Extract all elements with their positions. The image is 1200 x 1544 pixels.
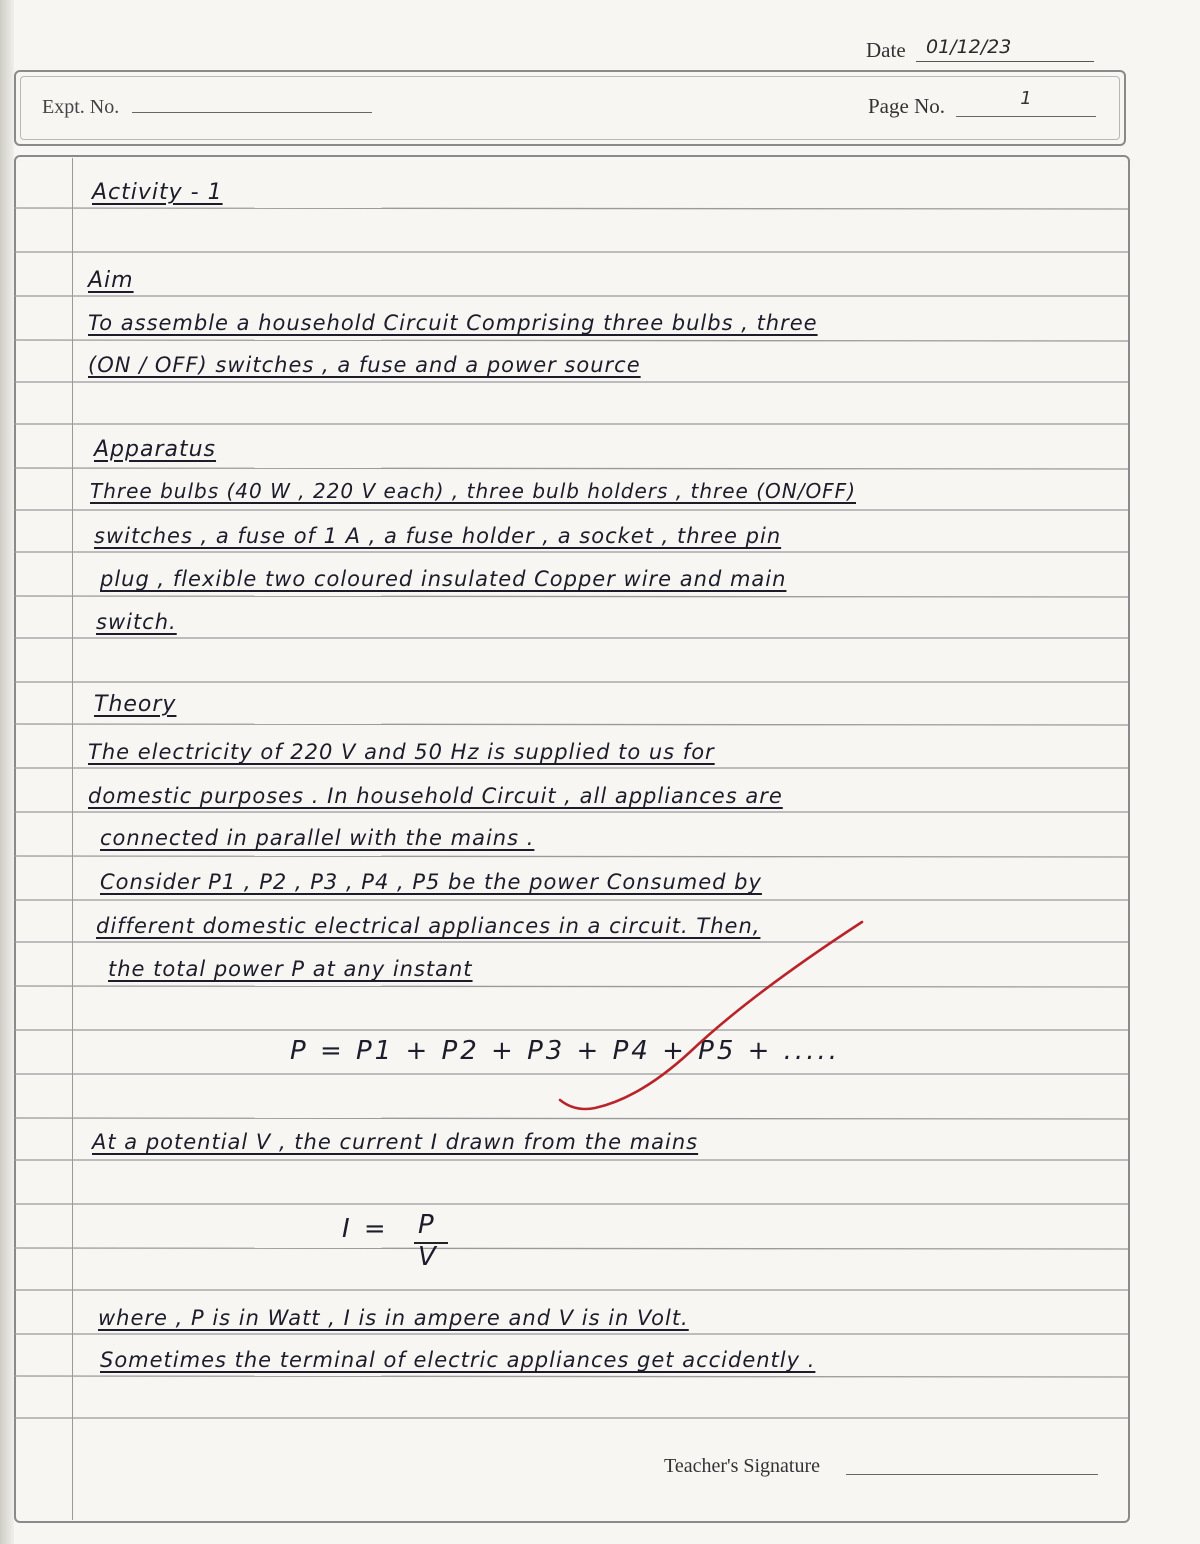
ruled-line <box>14 468 1128 469</box>
theory-text-line-3: connected in parallel with the mains . <box>100 826 535 850</box>
margin-line <box>72 158 73 1520</box>
ruled-line <box>14 208 1128 209</box>
ruled-line <box>14 724 1128 725</box>
apparatus-text-line-1: Three bulbs (40 W , 220 V each) , three bulb holders , three (ON/OFF) <box>90 479 856 503</box>
apparatus-text-line-4: switch. <box>96 610 177 634</box>
date-label: Date <box>866 38 906 62</box>
theory-text-line-4: Consider P1 , P2 , P3 , P4 , P5 be the power Consumed by <box>100 870 762 894</box>
aim-text-line-2: (ON / OFF) switches , a fuse and a power source <box>88 353 641 377</box>
apparatus-text-line-3: plug , flexible two coloured insulated Copper wire and main <box>100 567 787 591</box>
aim-heading: Aim <box>88 268 134 293</box>
theory-text-line-5: different domestic electrical appliances in a circuit. Then, <box>96 914 761 938</box>
ruled-line <box>14 596 1128 597</box>
page-no-value: 1 <box>956 88 1096 117</box>
apparatus-heading: Apparatus <box>94 437 217 462</box>
page-no-label: Page No. <box>868 94 945 118</box>
theory-text-line-6: the total power P at any instant <box>108 957 473 981</box>
activity-title: Activity - 1 <box>92 180 223 205</box>
theory-text-line-2: domestic purposes . In household Circuit , all appliances are <box>88 784 783 808</box>
current-equation-denominator: V <box>418 1242 439 1272</box>
ruled-line <box>14 340 1128 341</box>
last-text-line: Sometimes the terminal of electric appliances get accidently . <box>100 1348 816 1372</box>
expt-no-label: Expt. No. <box>42 96 120 118</box>
theory-text-line-1: The electricity of 220 V and 50 Hz is supplied to us for <box>88 740 715 764</box>
current-text-line: At a potential V , the current I drawn from the mains <box>92 1130 699 1154</box>
ruled-line <box>14 1248 1128 1249</box>
ruled-line <box>14 986 1128 987</box>
ruled-line <box>14 1118 1128 1119</box>
current-equation-lhs: I = <box>342 1214 389 1244</box>
ruled-line <box>14 1376 1128 1377</box>
date-value: 01/12/23 <box>916 36 1094 62</box>
power-equation: P = P1 + P2 + P3 + P4 + P5 + ..... <box>290 1036 840 1066</box>
apparatus-text-line-2: switches , a fuse of 1 A , a fuse holder , a socket , three pin <box>94 524 782 548</box>
aim-text-line-1: To assemble a household Circuit Comprising three bulbs , three <box>88 311 818 335</box>
ruled-line <box>14 856 1128 857</box>
current-equation-numerator: P <box>418 1210 437 1240</box>
units-text-line: where , P is in Watt , I is in ampere and V is in Volt. <box>98 1306 689 1330</box>
teacher-signature-line <box>846 1474 1098 1475</box>
teacher-signature-label: Teacher's Signature <box>664 1455 821 1477</box>
theory-heading: Theory <box>94 692 177 717</box>
